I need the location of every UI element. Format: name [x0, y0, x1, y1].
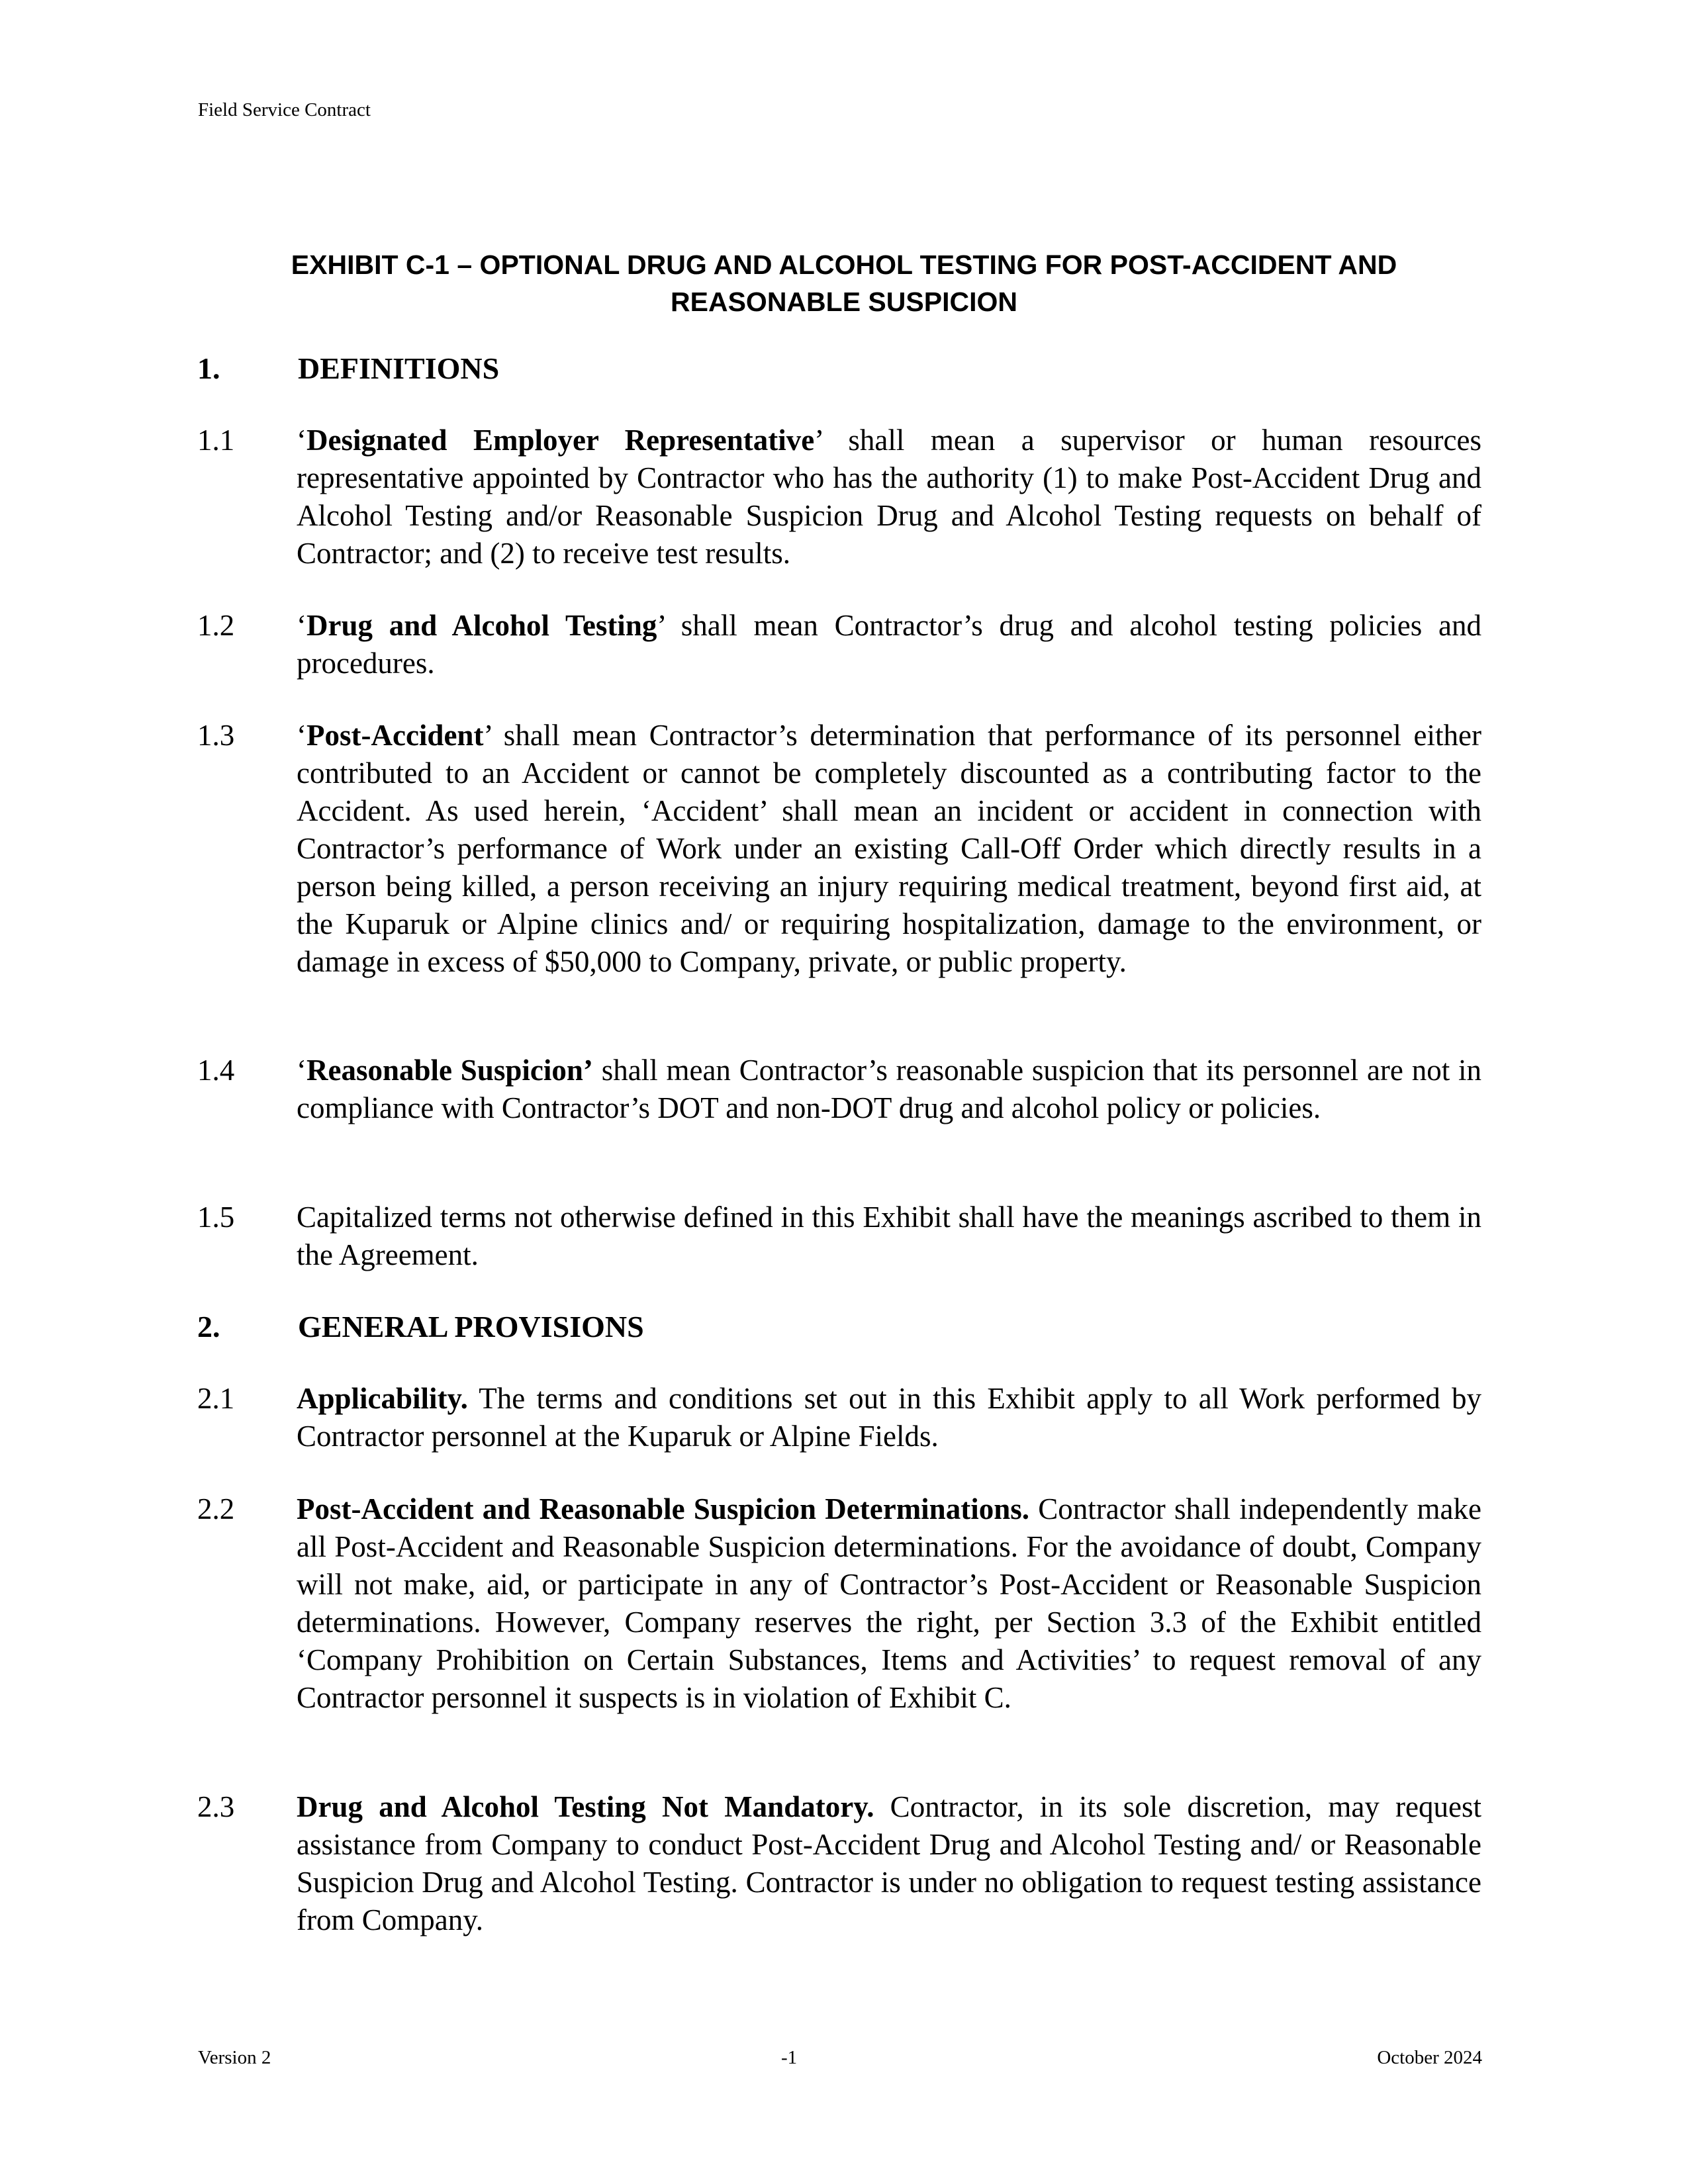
open-quote: ‘	[297, 424, 306, 457]
clause-heading: Drug and Alcohol Testing Not Mandatory.	[297, 1790, 874, 1823]
clause-text	[297, 1052, 1481, 1127]
open-quote: ‘	[297, 719, 306, 752]
footer-date: October 2024	[1377, 2047, 1482, 2068]
clause-body: ’ shall mean a supervisor or human resources representative appointed by Contractor who has the authority (1) to make Post-Accident Drug and Alcohol Testing and/or Reasonable Suspicion Drug and Alcohol Testing requests on behalf of Contractor; and (2) to receive test results.	[297, 424, 1482, 570]
clause-number: 2.3	[197, 1790, 235, 1823]
clause-text	[297, 1788, 1481, 1939]
exhibit-title-line-2: REASONABLE SUSPICION	[671, 287, 1017, 317]
defined-term: Post-Accident	[306, 719, 484, 752]
clause-2-1	[197, 1380, 1481, 1455]
defined-term: Reasonable Suspicion’	[306, 1054, 593, 1087]
clause-body: shall mean Contractor’s reasonable suspicion that its personnel are not in compliance with Contractor’s DOT and non-DOT drug and alcohol policy or policies.	[297, 1054, 1481, 1124]
defined-term: Drug and Alcohol Testing	[306, 609, 657, 642]
exhibit-title-line-1: EXHIBIT C-1 – OPTIONAL DRUG AND ALCOHOL TESTING FOR POST-ACCIDENT AND	[291, 250, 1397, 280]
clause-body: Contractor shall independently make all Post-Accident and Reasonable Suspicion determinations. For the avoidance of doubt, Company will not make, aid, or participate in any of Contractor’s Post-Accident or Reasonable Suspicion determinations. However, Company reserves the right, per Section 3.3 of the Exhibit entitled ‘Company Prohibition on Certain Substances, Items and Activities’ to request removal of any Contractor personnel it suspects is in violation of Exhibit C.	[297, 1492, 1481, 1714]
clause-number: 1.2	[197, 609, 235, 642]
clause-number: 1.3	[197, 719, 235, 752]
section-heading-definitions	[197, 349, 499, 388]
clause-text	[297, 607, 1481, 682]
footer-page-number: -1	[781, 2047, 798, 2068]
open-quote: ‘	[297, 609, 306, 642]
clause-1-1	[197, 422, 1481, 572]
clause-number: 2.1	[197, 1382, 235, 1415]
clause-body: Contractor, in its sole discretion, may request assistance from Company to conduct Post-Accident Drug and Alcohol Testing and/ or Reasonable Suspicion Drug and Alcohol Testing. Contractor is under no obligation to request testing assistance from Company.	[297, 1790, 1481, 1936]
section-heading-general-provisions	[197, 1308, 644, 1346]
clause-body: ’ shall mean Contractor’s drug and alcohol testing policies and procedures.	[297, 609, 1481, 680]
clause-text	[297, 422, 1481, 572]
clause-body: ’ shall mean Contractor’s determination that performance of its personnel either contributed to an Accident or cannot be completely discounted as a contributing factor to the Accident. As used herein, ‘Accident’ shall mean an incident or accident in connection with Contractor’s performance of Work under an existing Call-Off Order which directly results in a person being killed, a person receiving an injury requiring medical treatment, beyond first aid, at the Kuparuk or Alpine clinics and/ or requiring hospitalization, damage to the environment, or damage in excess of $50,000 to Company, private, or public property.	[297, 719, 1481, 978]
section-title: DEFINITIONS	[298, 351, 500, 385]
section-number: 2.	[197, 1310, 220, 1343]
clause-2-3	[197, 1788, 1481, 1939]
exhibit-title	[199, 246, 1489, 320]
clause-1-3	[197, 717, 1481, 981]
clause-heading: Applicability.	[297, 1382, 468, 1415]
section-title: GENERAL PROVISIONS	[298, 1310, 644, 1343]
clause-2-2	[197, 1490, 1481, 1717]
footer-version: Version 2	[198, 2047, 271, 2068]
defined-term: Designated Employer Representative	[306, 424, 815, 457]
clause-number: 1.1	[197, 424, 235, 457]
clause-1-2	[197, 607, 1481, 682]
clause-number: 1.4	[197, 1054, 235, 1087]
clause-body: Capitalized terms not otherwise defined in this Exhibit shall have the meanings ascribed to them in the Agreement.	[297, 1201, 1481, 1271]
section-number: 1.	[197, 351, 220, 385]
clause-heading: Post-Accident and Reasonable Suspicion Determinations.	[297, 1492, 1029, 1525]
clause-text	[297, 717, 1481, 981]
clause-1-4	[197, 1052, 1481, 1127]
running-header: Field Service Contract	[198, 99, 371, 120]
clause-body: The terms and conditions set out in this Exhibit apply to all Work performed by Contractor personnel at the Kuparuk or Alpine Fields.	[297, 1382, 1481, 1453]
open-quote: ‘	[297, 1054, 306, 1087]
clause-text	[297, 1490, 1481, 1717]
clause-text	[297, 1199, 1481, 1274]
clause-text	[297, 1380, 1481, 1455]
clause-number: 1.5	[197, 1201, 235, 1234]
clause-1-5	[197, 1199, 1481, 1274]
clause-number: 2.2	[197, 1492, 235, 1525]
